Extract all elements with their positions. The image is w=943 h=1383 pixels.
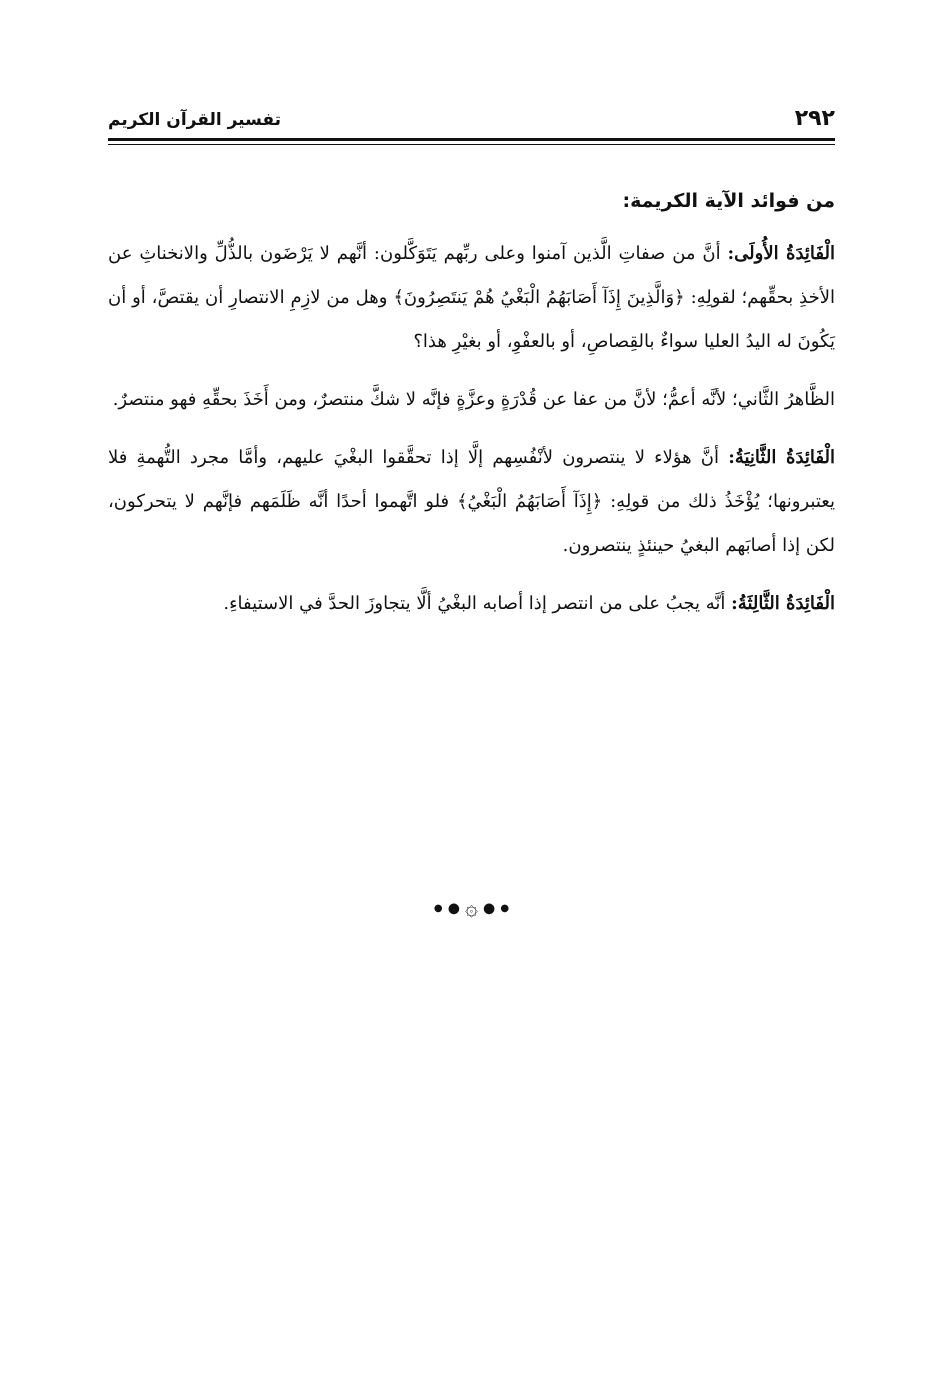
benefit-3-label: الْفَائِدَةُ الثَّالِثَةُ:	[731, 593, 835, 614]
page-content	[108, 180, 835, 640]
page-number: ٢٩٢	[794, 106, 835, 131]
benefit-3-text: أنَّه يجبُ على من انتصر إذا أصابه البغْيُ ألَّا يتجاوزَ الحدَّ في الاستيفاءِ.	[223, 593, 732, 614]
benefit-1-label: الْفَائِدَةُ الأُولَى:	[727, 243, 836, 264]
divider-ornament-icon: ۞	[465, 896, 478, 921]
explanation-text: الظَّاهرُ الثَّاني؛ لأنَّه أعمُّ؛ لأنَّ من عفا عن قُدْرَةٍ وعزَّةٍ فإنَّه لا شكَّ منتصرٌ، ومن أَخَذَ بحقِّهِ فهو منتصرٌ.	[112, 389, 835, 410]
header-rule-thick	[108, 138, 835, 141]
section-heading: من فوائد الآية الكريمة:	[622, 190, 835, 212]
benefit-1-text-continued: وهل من لازِمِ الانتصارِ أن يقتصَّ، أو أن يَكُونَ له اليدُ العليا سواءٌ بالقِصاصِ، أو بالعفْوِ، أو بغيْرِ هذا؟	[108, 287, 835, 352]
paragraph-explanation	[108, 378, 835, 422]
paragraph-benefit-2	[108, 436, 835, 568]
paragraph-benefit-3	[108, 582, 835, 626]
divider-dot-left: ●	[447, 900, 460, 917]
book-title: تفسير القرآن الكريم	[108, 110, 282, 130]
benefit-1-quran-quote: ﴿وَالَّذِينَ إِذَآ أَصَابَهُمُ الْبَغْيُ هُمْ يَنتَصِرُونَ﴾	[393, 287, 685, 308]
paragraph-benefit-1	[108, 232, 835, 364]
benefit-1-text: أنَّ من صفاتِ الَّذين آمنوا وعلى ربِّهم يَتَوَكَّلون: أنَّهم لا يَرْضَون بالذُّلِّ والانخناثِ عن الأخذِ بحقِّهم؛ لقولِهِ:	[108, 243, 836, 308]
header-rule-thin	[108, 144, 835, 145]
section-end-divider	[0, 896, 943, 921]
divider-dot-small-left: ●	[433, 903, 443, 914]
page-header	[108, 104, 835, 138]
benefit-2-text: أنَّ هؤلاء لا ينتصرون لأنْفُسِهم إلَّا إذا تحقَّقوا البغْيَ عليهم، وأمَّا مجرد التُّهمةِ فلا يعتبرونها؛ يُؤْخَذُ ذلك من قولِهِ:	[108, 447, 835, 512]
divider-dot-small-right: ●	[500, 903, 510, 914]
benefit-2-quran-quote: ﴿إِذَآ أَصَابَهُمُ الْبَغْيُ﴾	[456, 491, 603, 512]
benefit-2-text-continued: فلو اتَّهموا أحدًا أنَّه ظَلَمَهم فإنَّهم لا يتحركون، لكن إذا أصابَهم البغيُ حينئذٍ ينتصرون.	[108, 491, 835, 556]
divider-dot-right: ●	[483, 900, 496, 917]
benefit-2-label: الْفَائِدَةُ الثَّانِيَةُ:	[728, 447, 835, 468]
